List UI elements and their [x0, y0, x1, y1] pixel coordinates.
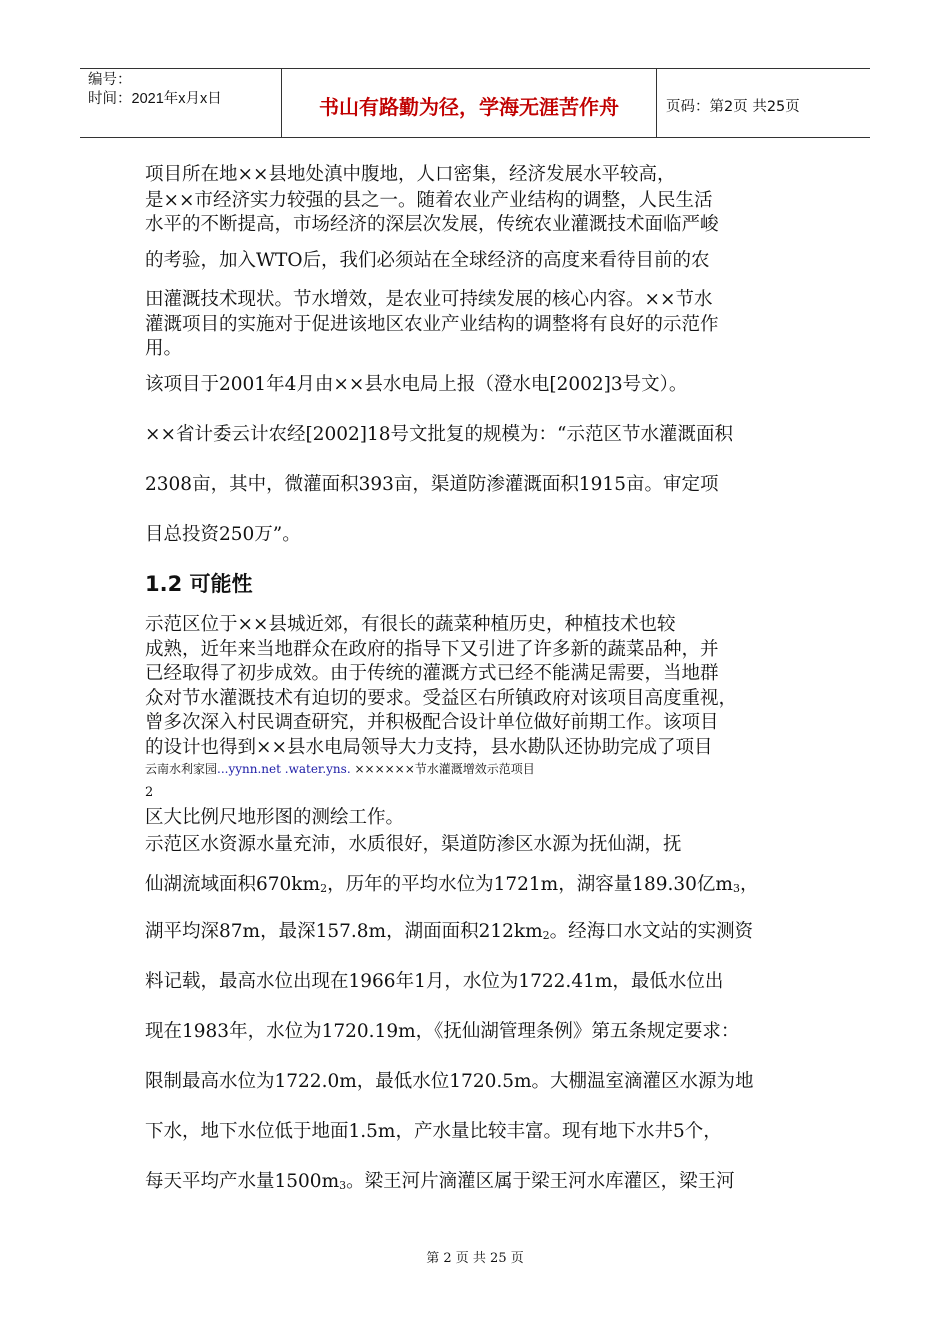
inner-page-number: 2 [145, 785, 154, 800]
section-heading: 1.2 可能性 [145, 572, 253, 596]
paragraph-line: 示范区水资源水量充沛，水质很好，渠道防渗区水源为抚仙湖，抚 [145, 834, 682, 855]
paragraph-line: 已经取得了初步成效。由于传统的灌溉方式已经不能满足需要，当地群 [145, 663, 719, 684]
text-run: ， [739, 874, 759, 895]
subscript: 2 [320, 882, 328, 895]
subscript: 2 [542, 929, 550, 942]
text-run: 。梁王河片滴灌区属于梁王河水库灌区，梁王河 [346, 1171, 735, 1192]
text-run: 每天平均产水量1500m [145, 1171, 340, 1192]
paragraph-line: 项目所在地××县地处滇中腹地，人口密集，经济发展水平较高， [145, 164, 676, 185]
footnote-project: ××××××节水灌溉增效示范项目 [350, 762, 535, 776]
paragraph-line: 下水，地下水位低于地面1.5m，产水量比较丰富。现有地下水井5个， [145, 1121, 722, 1142]
subscript: 3 [339, 1179, 347, 1192]
time-label: 时间：2021年x月x日 [88, 91, 222, 107]
text-run: 。经海口水文站的实测资 [549, 921, 754, 942]
text-run: ，历年的平均水位为1721m，湖容量189.30亿m [327, 874, 733, 895]
subscript: 3 [732, 882, 740, 895]
footnote-link[interactable]: ...yynn.net .water.yns. [217, 762, 351, 776]
text-run: 湖平均深87m，最深157.8m，湖面面积212km [145, 921, 543, 942]
paragraph-line: 示范区位于××县城近郊，有很长的蔬菜种植历史，种植技术也较 [145, 614, 676, 635]
paragraph-line: 是××市经济实力较强的县之一。随着农业产业结构的调整，人民生活 [145, 190, 713, 211]
paragraph-line: 众对节水灌溉技术有迫切的要求。受益区右所镇政府对该项目高度重视， [145, 688, 738, 709]
paragraph-line: 的设计也得到××县水电局领导大力支持，县水勘队还协助完成了项目 [145, 737, 713, 758]
paragraph-line [145, 1167, 735, 1193]
header-motto: 书山有路勤为径，学海无涯苦作舟 [319, 95, 619, 119]
paragraph-line: 限制最高水位为1722.0m，最低水位1720.5m。大棚温室滴灌区水源为地 [145, 1071, 754, 1092]
paragraph-line: 水平的不断提高，市场经济的深层次发展，传统农业灌溉技术面临严峻 [145, 214, 719, 235]
header-page-info: 页码：第2页 共25页 [666, 99, 800, 115]
paragraph-line: 用。 [145, 338, 183, 359]
paragraph-line: 目总投资250万”。 [145, 524, 301, 545]
paragraph-line: 该项目于2001年4月由××县水电局上报（澄水电[2002]3号文）。 [145, 374, 688, 395]
paragraph-line: 料记载，最高水位出现在1966年1月，水位为1722.41m，最低水位出 [145, 971, 724, 992]
paragraph-line: 的考验，加入WTO后，我们必须站在全球经济的高度来看待目前的农 [145, 250, 710, 271]
text-run: 仙湖流域面积670km [145, 874, 321, 895]
paragraph-line: 曾多次深入村民调查研究，并积极配合设计单位做好前期工作。该项目 [145, 712, 719, 733]
paragraph-line: ××省计委云计农经[2002]18号文批复的规模为：“示范区节水灌溉面积 [145, 424, 734, 445]
paragraph-line: 现在1983年，水位为1720.19m，《抚仙湖管理条例》第五条规定要求： [145, 1021, 740, 1042]
paragraph-line [145, 917, 753, 943]
header-meta [80, 69, 282, 137]
footnote [145, 760, 535, 777]
paragraph-line: 成熟，近年来当地群众在政府的指导下又引进了许多新的蔬菜品种，并 [145, 639, 719, 660]
paragraph-line: 田灌溉技术现状。节水增效，是农业可持续发展的核心内容。××节水 [145, 289, 713, 310]
paragraph-line: 灌溉项目的实施对于促进该地区农业产业结构的调整将有良好的示范作 [145, 314, 719, 335]
footnote-source: 云南水利家园 [145, 762, 218, 776]
header-motto-cell [282, 69, 657, 137]
paragraph-line [145, 870, 759, 896]
paragraph-line: 2308亩，其中，微灌面积393亩，渠道防渗灌溉面积1915亩。审定项 [145, 474, 719, 495]
page-footer: 第 2 页 共 25 页 [426, 1251, 524, 1266]
paragraph-line: 区大比例尺地形图的测绘工作。 [145, 807, 405, 828]
page-header [80, 68, 870, 138]
code-label: 编号： [88, 72, 132, 88]
